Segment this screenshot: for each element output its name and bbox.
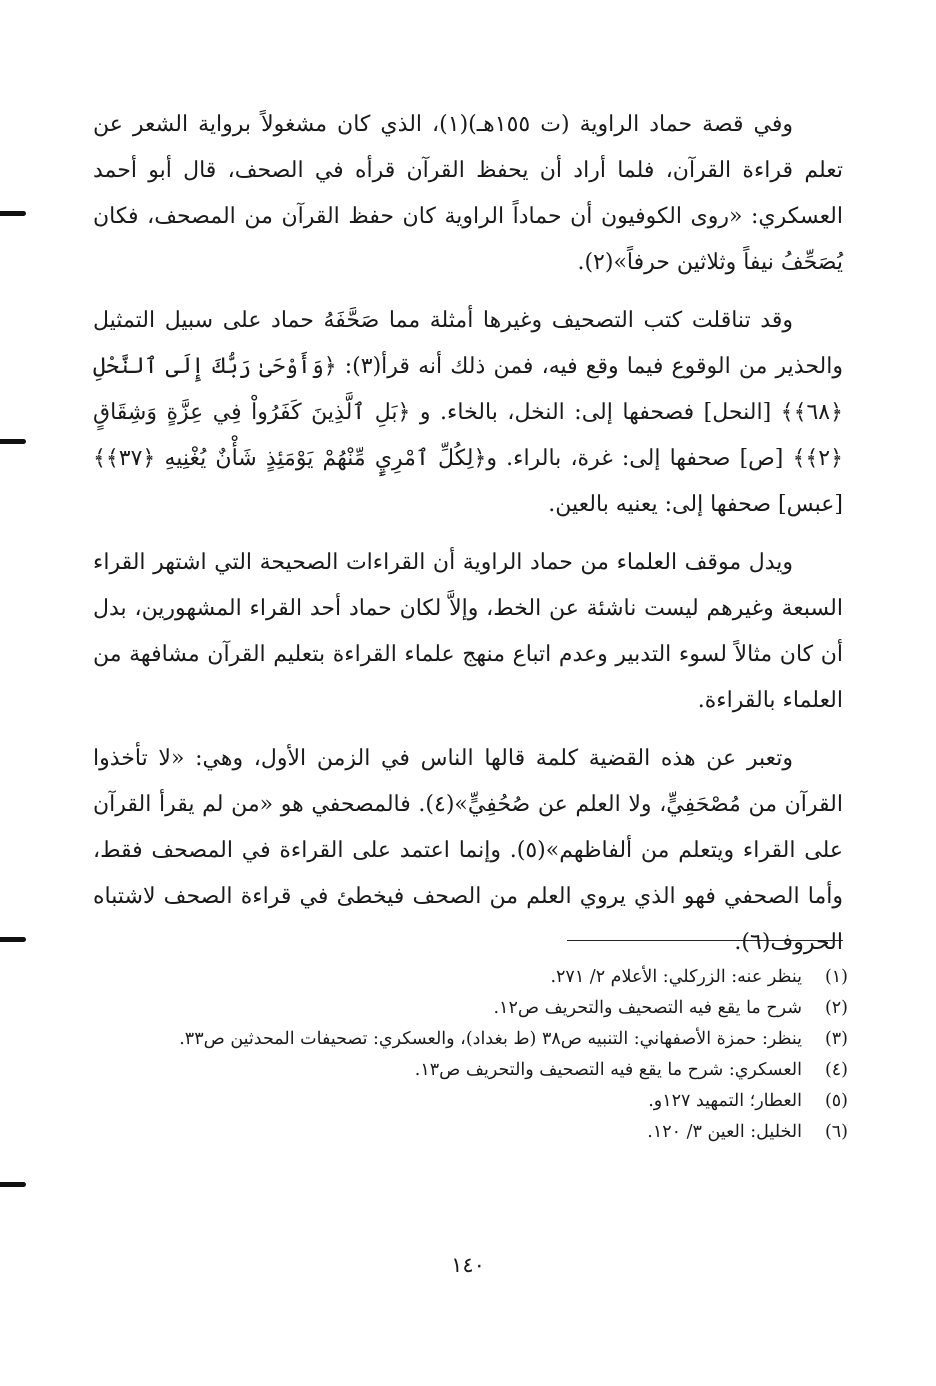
footnotes	[93, 962, 848, 1148]
footnote	[93, 1055, 848, 1086]
footnote	[93, 1086, 848, 1117]
footnote-text: الخليل: العين ٣/ ١٢٠.	[647, 1122, 802, 1142]
page-number: ١٤٠	[451, 1253, 485, 1277]
footnote-text: العسكري: شرح ما يقع فيه التصحيف والتحريف ص١٣.	[414, 1060, 802, 1080]
footnote	[93, 962, 848, 993]
footnote-text: العطار؛ التمهيد ١٢٧و.	[648, 1091, 802, 1111]
footnote	[93, 993, 848, 1024]
body-text	[93, 102, 843, 978]
paragraph: ويدل موقف العلماء من حماد الراوية أن القراءات الصحيحة التي اشتهر القراء السبعة وغيرهم ليست ناشئة عن الخط، وإلاَّ لكان حماد أحد القراء المشهورين، بدل أن كان مثالاً لسوء التدبير وعدم اتباع منهج علماء القراءة بتعليم القرآن مشافهة من العلماء بالقراءة.	[93, 550, 843, 713]
footnote-number: (١)	[824, 967, 848, 987]
footnote-text: ينظر عنه: الزركلي: الأعلام ٢/ ٢٧١.	[550, 967, 802, 987]
footnote-number: (٢)	[824, 998, 848, 1018]
footnote-separator	[567, 940, 843, 941]
paragraph: وفي قصة حماد الراوية (ت ١٥٥هـ)(١)، الذي كان مشغولاً برواية الشعر عن تعلم قراءة القرآن، فلما أراد أن يحفظ القرآن قرأه في الصحف، قال أبو أحمد العسكري: «روى الكوفيون أن حماداً الراوية كان حفظ القرآن من المصحف، فكان يُصَحِّفُ نيفاً وثلاثين حرفاً»(٢).	[93, 112, 843, 275]
binding-mark	[0, 211, 26, 216]
paragraph: وتعبر عن هذه القضية كلمة قالها الناس في الزمن الأول، وهي: «لا تأخذوا القرآن من مُصْحَفِيٍّ، ولا العلم عن صُحُفِيٍّ»(٤). فالمصحفي هو «من لم يقرأ القرآن على القراء ويتعلم من ألفاظهم»(٥). وإنما اعتمد على القراءة في المصحف فقط، وأما الصحفي فهو الذي يروي العلم من الصحف فيخطئ في قراءة الصحف لاشتباه الحروف(٦).	[93, 746, 843, 955]
footnote	[93, 1024, 848, 1055]
footnote-number: (٤)	[824, 1060, 848, 1080]
footnote-text: ينظر: حمزة الأصفهاني: التنبيه ص٣٨ (ط بغداد)، والعسكري: تصحيفات المحدثين ص٣٣.	[179, 1029, 802, 1049]
binding-mark	[0, 439, 26, 444]
binding-mark	[0, 937, 26, 942]
footnote	[93, 1117, 848, 1148]
binding-mark	[0, 1182, 26, 1187]
footnote-number: (٦)	[824, 1122, 848, 1142]
footnote-text: شرح ما يقع فيه التصحيف والتحريف ص١٢.	[493, 998, 802, 1018]
footnote-number: (٣)	[824, 1029, 848, 1049]
paragraph: وقد تناقلت كتب التصحيف وغيرها أمثلة مما صَحَّفَهُ حماد على سبيل التمثيل والحذير من الوقوع فيما وقع فيه، فمن ذلك أنه قرأ(٣): ﴿وَأَوْحَىٰ رَبُّكَ إِلَى ٱلنَّحْلِ ﴿٦٨﴾﴾ [النحل] فصحفها إلى: النخل، بالخاء. و ﴿بَلِ ٱلَّذِينَ كَفَرُواْ فِي عِزَّةٍ وَشِقَاقٍ ﴿٢﴾﴾ [ص] صحفها إلى: غرة، بالراء. و﴿لِكُلِّ ٱمْرِيٍٕ مِّنْهُمْ يَوْمَئِذٍ شَأْنٌ يُغْنِيهِ ﴿٣٧﴾﴾ [عبس] صحفها إلى: يعنيه بالعين.	[93, 308, 843, 517]
footnote-number: (٥)	[824, 1091, 848, 1111]
